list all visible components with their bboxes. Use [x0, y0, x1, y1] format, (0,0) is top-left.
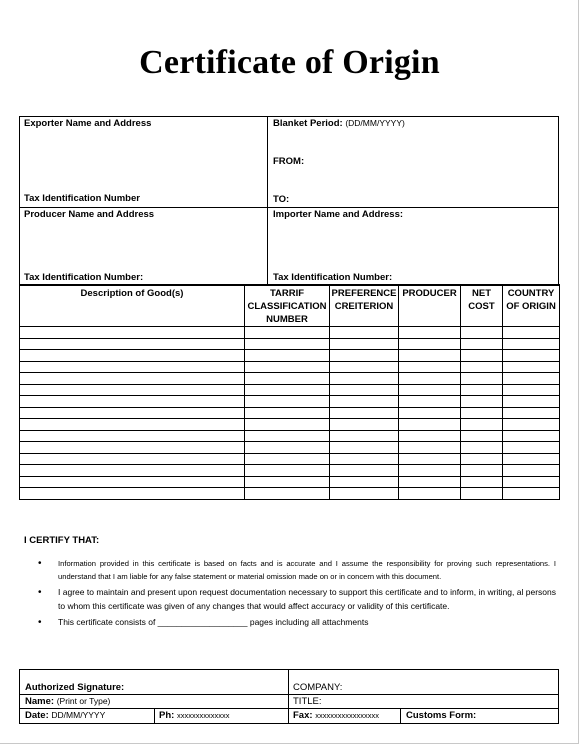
table-cell[interactable] [20, 396, 245, 408]
goods-table-header [20, 285, 560, 327]
date-format: DD/MM/YYYY [51, 710, 106, 720]
table-cell[interactable] [245, 396, 330, 408]
table-cell[interactable] [399, 465, 461, 477]
table-cell[interactable] [20, 361, 245, 373]
table-cell[interactable] [20, 419, 245, 431]
name-hint: (Print or Type) [56, 696, 111, 706]
table-cell[interactable] [461, 442, 503, 454]
table-cell[interactable] [461, 488, 503, 500]
table-cell[interactable] [399, 419, 461, 431]
table-cell[interactable] [461, 453, 503, 465]
table-cell[interactable] [399, 384, 461, 396]
table-cell[interactable] [399, 407, 461, 419]
table-cell[interactable] [245, 488, 330, 500]
table-row [20, 442, 560, 454]
table-cell[interactable] [330, 361, 399, 373]
table-cell[interactable] [20, 442, 245, 454]
company-label: COMPANY: [293, 682, 343, 693]
fax-customs-divider [400, 708, 401, 723]
importer-label: Importer Name and Address: [273, 209, 404, 220]
column-header-country: COUNTRY OF ORIGIN [503, 285, 560, 327]
column-header-net-cost: NET COST [461, 285, 503, 327]
exporter-label: Exporter Name and Address [24, 118, 152, 129]
certify-heading: I CERTIFY THAT: [24, 535, 100, 546]
table-cell[interactable] [399, 442, 461, 454]
table-cell[interactable] [503, 442, 560, 454]
table-cell[interactable] [503, 488, 560, 500]
table-cell[interactable] [461, 327, 503, 339]
table-cell[interactable] [245, 327, 330, 339]
signature-box-line-2 [20, 708, 558, 709]
table-cell[interactable] [399, 396, 461, 408]
table-cell[interactable] [399, 361, 461, 373]
table-cell[interactable] [503, 419, 560, 431]
table-cell[interactable] [245, 350, 330, 362]
table-cell[interactable] [245, 338, 330, 350]
table-cell[interactable] [399, 453, 461, 465]
table-cell[interactable] [245, 465, 330, 477]
table-row [20, 350, 560, 362]
phone-value: xxxxxxxxxxxxxx [176, 711, 230, 720]
column-header-description: Description of Good(s) [20, 285, 245, 327]
importer-tax-id-label: Tax Identification Number: [273, 272, 393, 283]
certify-item-accuracy: • Information provided in this certificate is based on facts and is accurate and I assume the responsibility for proving such representations. I understand that I am liable for any false statement or material omission made on or in concern with this document. [24, 557, 556, 583]
producer-tax-id-label: Tax Identification Number: [24, 272, 144, 283]
certify-item-documentation: • I agree to maintain and present upon request documentation necessary to support this certificate and to inform, in writing, al persons to whom this certificate was given of any changes that would affect accuracy or validity of this certificate. [24, 586, 556, 613]
signature-box [19, 669, 559, 724]
table-cell[interactable] [20, 373, 245, 385]
table-cell[interactable] [330, 338, 399, 350]
column-header-producer: PRODUCER [399, 285, 461, 327]
table-row [20, 488, 560, 500]
fax-value: xxxxxxxxxxxxxxxxx [315, 711, 379, 720]
authorized-signature-label: Authorized Signature: [25, 682, 125, 693]
table-cell[interactable] [245, 442, 330, 454]
table-row [20, 476, 560, 488]
table-row [20, 453, 560, 465]
table-cell[interactable] [245, 430, 330, 442]
table-cell[interactable] [503, 327, 560, 339]
table-cell[interactable] [399, 476, 461, 488]
table-row [20, 327, 560, 339]
table-cell[interactable] [245, 384, 330, 396]
customs-form-label: Customs Form: [406, 710, 477, 721]
blanket-period-text: Blanket Period: [273, 118, 343, 129]
from-label: FROM: [273, 156, 305, 167]
table-cell[interactable] [20, 407, 245, 419]
title-label: TITLE: [293, 696, 322, 707]
table-cell[interactable] [330, 350, 399, 362]
table-cell[interactable] [20, 338, 245, 350]
table-cell[interactable] [461, 465, 503, 477]
table-cell[interactable] [461, 338, 503, 350]
table-cell[interactable] [330, 453, 399, 465]
table-cell[interactable] [330, 396, 399, 408]
table-cell[interactable] [399, 338, 461, 350]
table-cell[interactable] [245, 476, 330, 488]
table-cell[interactable] [461, 361, 503, 373]
table-cell[interactable] [330, 327, 399, 339]
table-row [20, 407, 560, 419]
blanket-period-label [273, 118, 405, 129]
table-row [20, 373, 560, 385]
table-cell[interactable] [461, 419, 503, 431]
table-cell[interactable] [245, 407, 330, 419]
signature-box-line-1 [20, 694, 558, 695]
table-row [20, 338, 560, 350]
table-cell[interactable] [245, 419, 330, 431]
table-cell[interactable] [330, 442, 399, 454]
page-title: Certificate of Origin [139, 44, 440, 81]
table-cell[interactable] [330, 488, 399, 500]
certify-item-pages: • This certificate consists of ___________________ pages including all attachments [24, 616, 556, 630]
table-cell[interactable] [330, 373, 399, 385]
table-cell[interactable] [20, 384, 245, 396]
table-cell[interactable] [330, 384, 399, 396]
signature-box-divider [288, 670, 289, 723]
table-cell[interactable] [503, 384, 560, 396]
table-cell[interactable] [461, 350, 503, 362]
table-cell[interactable] [399, 430, 461, 442]
table-cell[interactable] [461, 373, 503, 385]
table-cell[interactable] [399, 350, 461, 362]
table-cell[interactable] [20, 488, 245, 500]
date-ph-divider [154, 708, 155, 723]
table-cell[interactable] [503, 338, 560, 350]
table-cell[interactable] [245, 453, 330, 465]
table-cell[interactable] [503, 430, 560, 442]
table-cell[interactable] [503, 350, 560, 362]
to-label: TO: [273, 194, 290, 205]
table-cell[interactable] [399, 373, 461, 385]
table-cell[interactable] [330, 419, 399, 431]
table-cell[interactable] [20, 453, 245, 465]
table-cell[interactable] [399, 327, 461, 339]
date-label: Date: DD/MM/YYYY [25, 710, 106, 721]
table-row [20, 361, 560, 373]
top-box-divider [267, 117, 268, 285]
table-cell[interactable] [461, 396, 503, 408]
blanket-period-format: (DD/MM/YYYY) [345, 118, 405, 128]
table-cell[interactable] [461, 407, 503, 419]
table-cell[interactable] [20, 465, 245, 477]
party-info-box [19, 116, 559, 286]
table-cell[interactable] [503, 453, 560, 465]
table-cell[interactable] [330, 430, 399, 442]
table-row [20, 430, 560, 442]
table-row [20, 419, 560, 431]
table-cell[interactable] [503, 407, 560, 419]
table-cell[interactable] [503, 361, 560, 373]
table-cell[interactable] [461, 430, 503, 442]
phone-label: Ph: xxxxxxxxxxxxxx [159, 710, 230, 721]
table-cell[interactable] [245, 373, 330, 385]
table-cell[interactable] [399, 488, 461, 500]
name-label: Name: (Print or Type) [25, 696, 111, 707]
table-cell[interactable] [461, 384, 503, 396]
table-cell[interactable] [330, 465, 399, 477]
table-cell[interactable] [330, 407, 399, 419]
table-row [20, 465, 560, 477]
table-cell[interactable] [20, 476, 245, 488]
table-row [20, 396, 560, 408]
table-cell[interactable] [503, 465, 560, 477]
table-cell[interactable] [20, 350, 245, 362]
table-cell[interactable] [503, 396, 560, 408]
table-cell[interactable] [503, 476, 560, 488]
fax-label: Fax: xxxxxxxxxxxxxxxxx [293, 710, 379, 721]
column-header-tariff: TARRIF CLASSIFICATION NUMBER [245, 285, 330, 327]
column-header-preference: PREFERENCE CREITERION [330, 285, 399, 327]
top-box-midline [20, 207, 558, 208]
table-cell[interactable] [245, 361, 330, 373]
table-cell[interactable] [20, 430, 245, 442]
producer-label: Producer Name and Address [24, 209, 155, 220]
goods-table [19, 284, 560, 500]
exporter-tax-id-label: Tax Identification Number [24, 193, 140, 204]
table-cell[interactable] [503, 373, 560, 385]
table-cell[interactable] [20, 327, 245, 339]
table-row [20, 384, 560, 396]
table-cell[interactable] [330, 476, 399, 488]
table-cell[interactable] [461, 476, 503, 488]
certify-list [24, 557, 556, 633]
